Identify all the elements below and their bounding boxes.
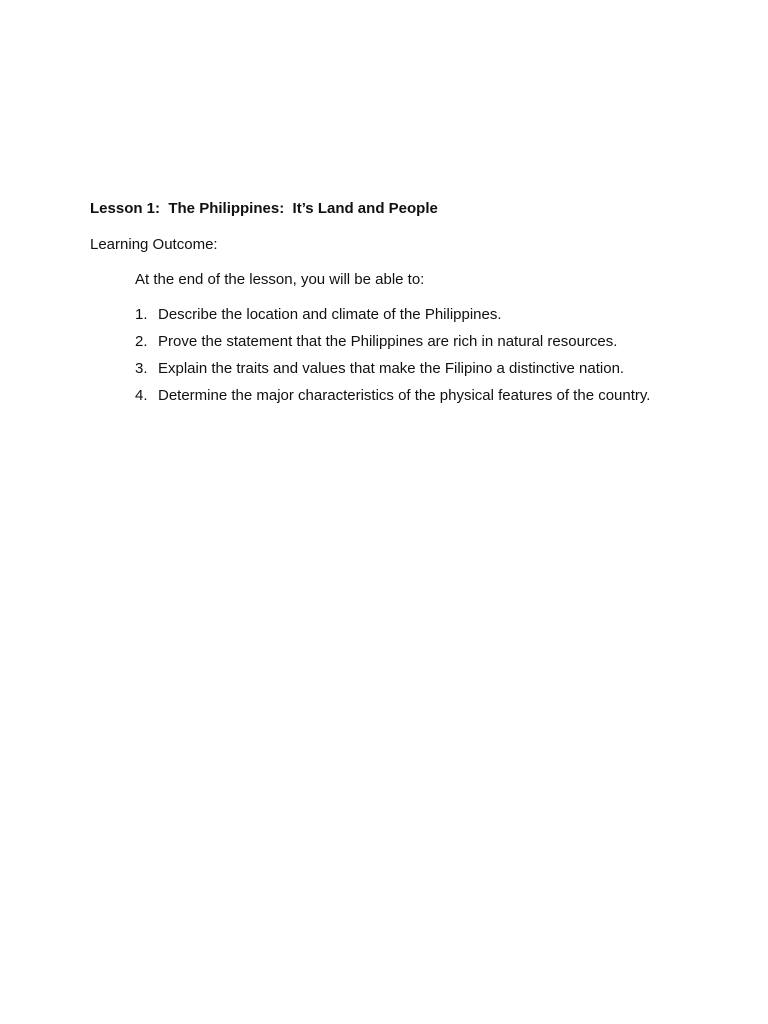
list-item — [135, 333, 650, 360]
list-item-text: Prove the statement that the Philippines are rich in natural resources. — [158, 333, 618, 350]
list-item-text: Describe the location and climate of the Philippines. — [158, 306, 502, 323]
outcome-intro: At the end of the lesson, you will be able to: — [135, 271, 425, 288]
list-item-text: Determine the major characteristics of the physical features of the country. — [158, 387, 651, 404]
list-item-number: 4. — [135, 387, 148, 404]
list-item — [135, 387, 650, 414]
list-item-number: 2. — [135, 333, 148, 350]
list-item — [135, 360, 650, 387]
learning-outcome-heading: Learning Outcome: — [90, 236, 218, 253]
list-item-number: 3. — [135, 360, 148, 377]
list-item-number: 1. — [135, 306, 148, 323]
list-item — [135, 306, 650, 333]
outcome-list — [135, 306, 650, 414]
lesson-title: Lesson 1: The Philippines: It’s Land and People — [90, 200, 438, 217]
list-item-text: Explain the traits and values that make the Filipino a distinctive nation. — [158, 360, 625, 377]
